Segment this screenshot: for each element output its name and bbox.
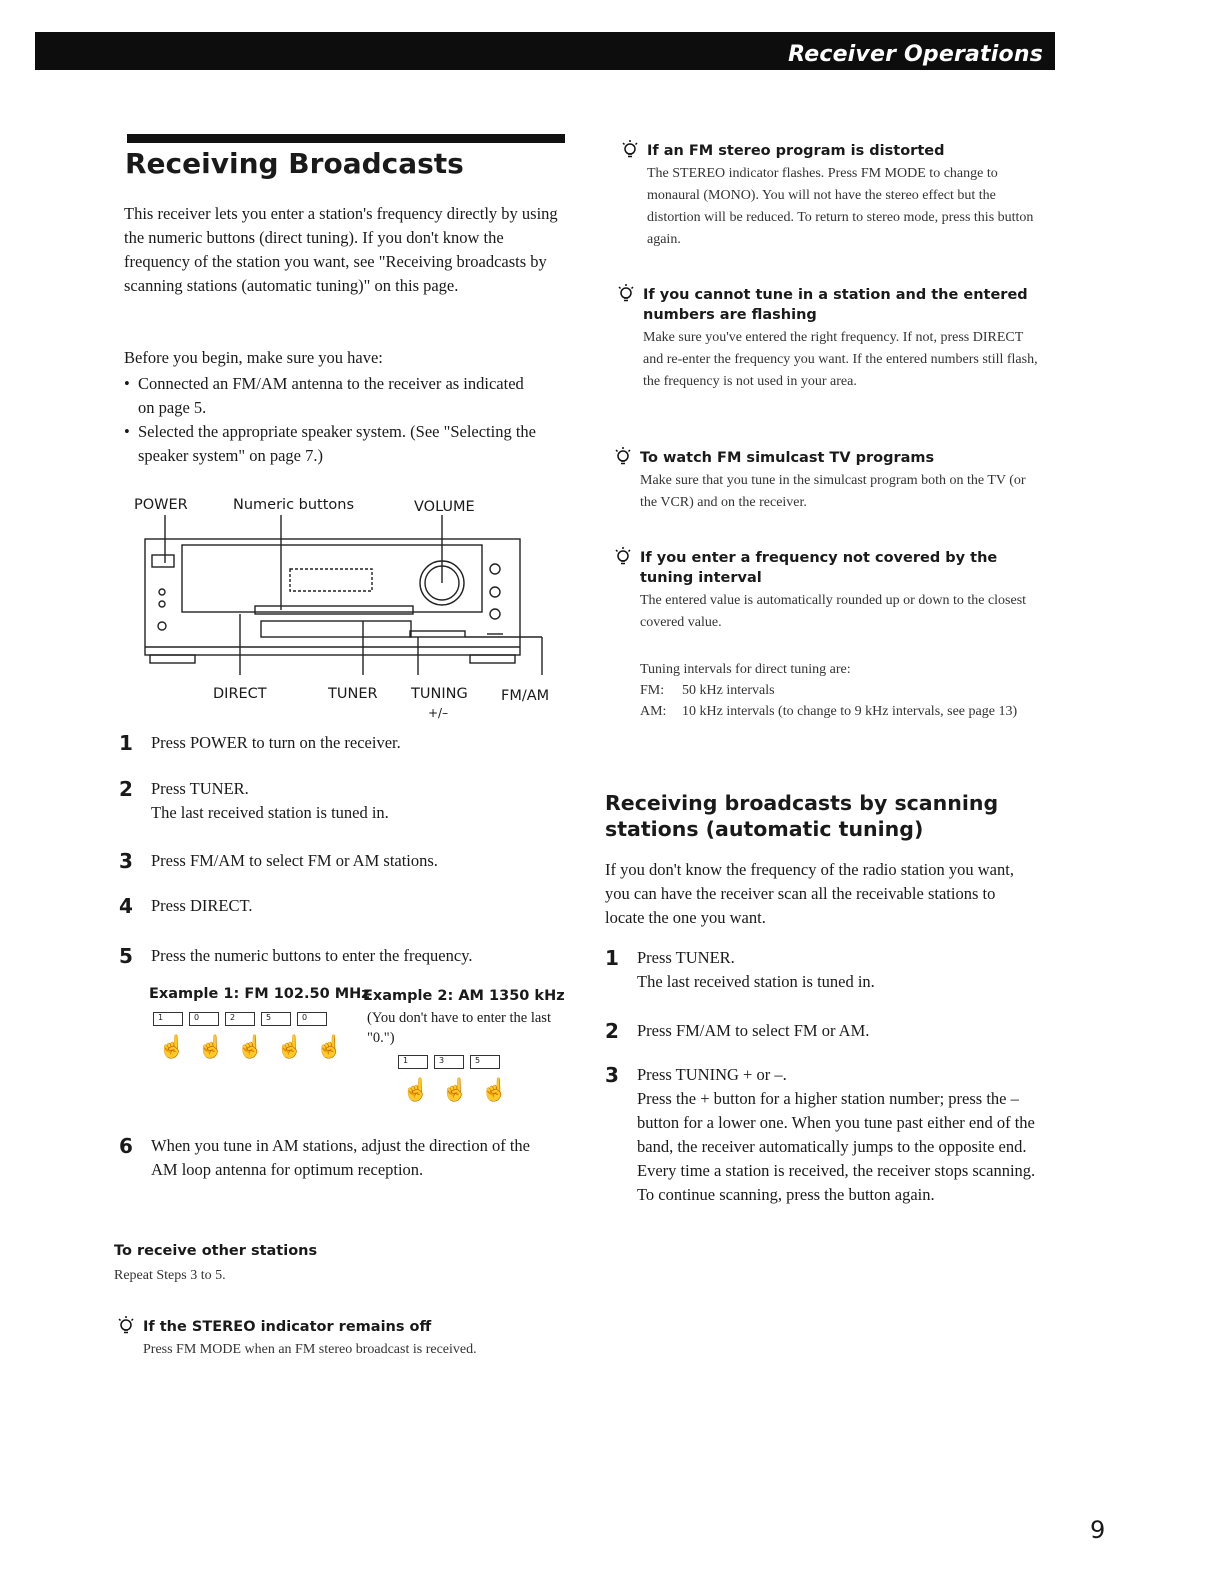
scan-step-1: 1 Press TUNER. The last received station is tuned in. [605,946,875,991]
lightbulb-icon [619,139,641,161]
step-3: 3 Press FM/AM to select FM or AM stations. [119,849,438,873]
left-column [0,0,600,1583]
step-5: 5 Press the numeric buttons to enter the frequency. [119,944,473,968]
numeric-key: 2 [225,1012,255,1026]
tip-numbers-flashing: If you cannot tune in a station and the entered numbers are flashing Make sure you've entered the right frequency. If not, press DIRECT and re-enter the frequency you want. If the entered numbers still flash, the frequency is not used in your area. [615,285,1045,393]
tip-fm-distorted: If an FM stereo program is distorted The STEREO indicator flashes. Press FM MODE to change to monaural (MONO). You will not have the stereo effect but the distortion will be reduced. To return to stereo mode, press this button again. [619,141,1039,251]
intro-paragraph: This receiver lets you enter a station's frequency directly by using the numeric buttons (direct tuning). If you don't know the frequency of the station you want, see "Receiving broadcasts by scanning stations (automatic tuning)" on this page. [124,204,558,295]
finger-press-icon: ☝ [276,1034,304,1059]
label-tuning-sub: +/– [428,706,449,720]
step-1: 1 Press POWER to turn on the receiver. [119,731,401,755]
example-1-label: Example 1: FM 102.50 MHz [149,986,370,1002]
finger-press-icon: ☝ [402,1077,430,1102]
label-tuner: TUNER [328,686,378,702]
example-2-fingers [402,1077,508,1103]
before-you-begin: Before you begin, make sure you have: [124,348,383,367]
page-title: Receiving Broadcasts [125,147,464,180]
numeric-key: 5 [261,1012,291,1026]
step-2: 2 Press TUNER. The last received station is tuned in. [119,777,389,822]
lightbulb-icon [612,546,634,568]
numeric-buttons [255,606,413,614]
lightbulb-icon [115,1315,137,1337]
title-rule [127,134,565,143]
numeric-key: 3 [434,1055,464,1069]
prereq-list [124,372,544,468]
tip-tuning-interval: If you enter a frequency not covered by the tuning interval The entered value is automatically rounded up or down to the closest covered value. [612,548,1042,634]
finger-press-icon: ☝ [315,1034,344,1059]
scanning-intro: If you don't know the frequency of the radio station you want, you can have the receiver scan all the receivable stations to locate the one you want. [605,860,1014,927]
numeric-key: 1 [153,1012,183,1026]
example-2-note: (You don't have to enter the last "0.") [367,1010,551,1046]
example-2-keys [398,1055,500,1069]
step-4: 4 Press DIRECT. [119,894,253,918]
tip-simulcast: To watch FM simulcast TV programs Make sure that you tune in the simulcast program both on the TV (or the VCR) and on the receiver. [612,448,1042,514]
example-1-keys [153,1012,327,1026]
finger-press-icon: ☝ [197,1034,225,1059]
scan-step-2: 2 Press FM/AM to select FM or AM. [605,1019,870,1043]
finger-press-icon: ☝ [236,1034,265,1059]
numeric-key: 0 [297,1012,327,1026]
example-1-fingers [158,1034,343,1060]
label-direct: DIRECT [213,686,267,702]
tip-stereo-off: If the STEREO indicator remains off Press FM MODE when an FM stereo broadcast is received. [115,1317,515,1361]
prereq-item: • Connected an FM/AM antenna to the receiver as indicated on page 5. [124,372,544,420]
label-numeric-buttons: Numeric buttons [233,497,355,513]
scan-step-3: 3 Press TUNING + or –. Press the + button for a higher station number; press the – button for a lower one. When you tune past either end of the band, the receiver automatically jumps to the opposite end. Every time a station is received, the receiver stops scanning. To continue scanning, press the button again. [605,1063,1036,1204]
step-6: 6 When you tune in AM stations, adjust the direction of the AM loop antenna for optimum reception. [119,1134,530,1179]
numeric-key: 5 [470,1055,500,1069]
other-stations-body: Repeat Steps 3 to 5. [114,1268,226,1283]
numeric-key: 1 [398,1055,428,1069]
finger-press-icon: ☝ [480,1077,509,1102]
label-fm-am: FM/AM [501,688,550,704]
section-label: Receiver Operations [788,42,1043,67]
label-power: POWER [134,497,188,513]
other-stations-title: To receive other stations [114,1243,318,1259]
prereq-item: • Selected the appropriate speaker system. (See "Selecting the speaker system" on page 7.) [124,420,544,468]
receiver-front-panel [140,515,550,695]
label-tuning: TUNING [411,686,468,702]
finger-press-icon: ☝ [441,1077,469,1102]
tuning-intervals: Tuning intervals for direct tuning are: FM: 50 kHz intervals AM: 10 kHz intervals (to change to 9 kHz intervals, see page 13) [640,662,1018,719]
lightbulb-icon [615,283,637,305]
page-number: 9 [1090,1516,1106,1544]
lightbulb-icon [612,446,634,468]
finger-press-icon: ☝ [158,1034,186,1059]
label-volume: VOLUME [414,499,475,515]
power-button [152,555,174,567]
right-column [600,0,1225,1583]
example-2-label: Example 2: AM 1350 kHz [363,988,565,1004]
scanning-title: Receiving broadcasts by scanning stations (automatic tuning) [605,791,999,841]
numeric-key: 0 [189,1012,219,1026]
